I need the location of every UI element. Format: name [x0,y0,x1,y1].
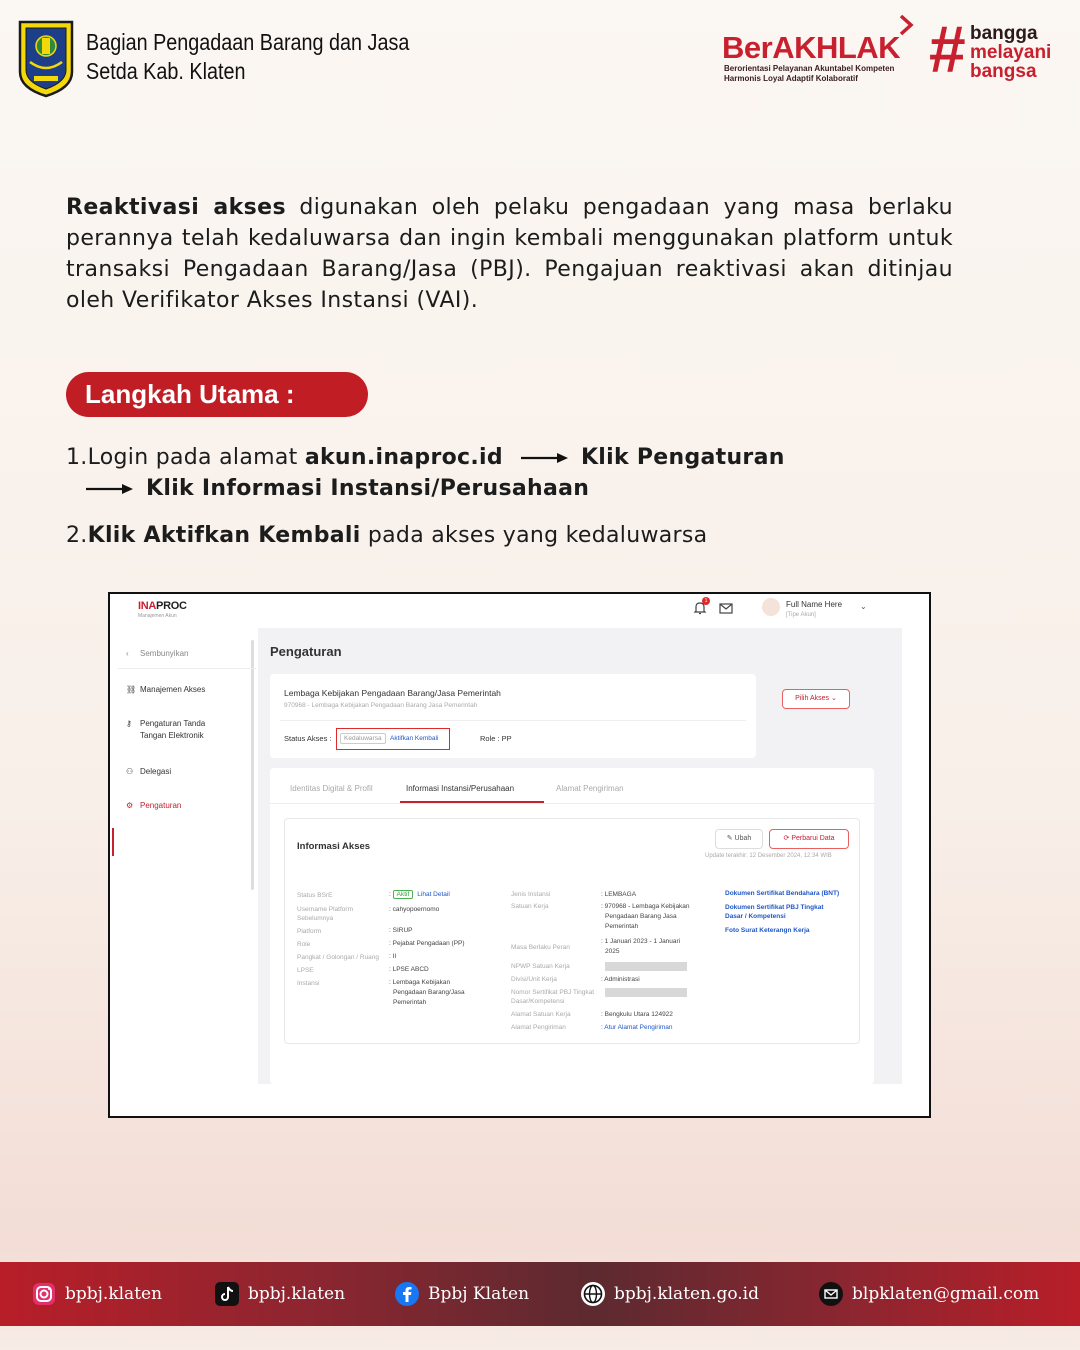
info-key: Alamat Satuan Kerja [511,1011,571,1018]
intro-paragraph [66,192,953,316]
dokumen-bendahara-link[interactable]: Dokumen Sertifikat Bendahara (BNT) [725,890,840,897]
intro-text: digunakan oleh pelaku pengadaan yang masa berlaku perannya telah kedaluwarsa dan ingin kembali menggunakan platform untuk transaksi Pengadaan Barang/Jasa (PBJ). Pengajuan reaktivasi akan ditinjau oleh Verifikator Akses Instansi (VAI). [66,195,953,313]
active-tab-underline [400,801,544,803]
info-value: Pemerintah [605,923,639,930]
info-value: : II [389,953,397,960]
pilih-akses-button[interactable] [782,689,850,709]
bangga-melayani-bangsa-logo [928,12,1068,86]
perbarui-data-button[interactable] [769,829,849,849]
sidebar [110,632,256,1118]
chevron-down-icon: ⌄ [830,695,837,702]
tab-informasi-instansi[interactable]: Informasi Instansi/Perusahaan [406,784,515,793]
perbarui-label: Perbarui Data [791,835,835,842]
redacted-sertifikat [605,988,687,997]
inaproc-screenshot [108,592,931,1118]
bangga-word-1: bangga [970,23,1038,44]
bsre-status: : Aktif Lihat Detail [389,891,450,898]
tab-identitas[interactable]: Identitas Digital & Profil [290,784,373,793]
informasi-akses-title: Informasi Akses [297,841,371,852]
globe-icon [580,1281,606,1307]
users-icon: ⚇ [126,767,134,776]
step-2-text: pada akses yang kedaluwarsa [360,523,708,548]
tiktok-icon [214,1281,240,1307]
berakhlak-tagline-2: Harmonis Loyal Adaptif Kolaboratif [724,74,858,83]
foto-surat-link[interactable]: Foto Surat Keterangn Kerja [725,927,810,934]
tab-alamat[interactable]: Alamat Pengiriman [556,784,624,793]
step-1-url: akun.inaproc.id [304,445,503,470]
info-value: : cahyopoernomo [389,906,440,913]
informasi-akses-panel [284,818,860,1044]
info-value: : SIRUP [389,927,413,934]
user-name[interactable]: Full Name Here [786,600,843,609]
main-content [258,628,902,1084]
access-card [270,674,756,758]
step-2-bold: Klik Aktifkan Kembali [87,523,361,548]
berakhlak-tagline-1: Berorientasi Pelayanan Akuntabel Kompeten [724,64,895,73]
inaproc-topbar [110,594,929,632]
sidebar-item-tanda-tangan[interactable] [126,718,205,742]
step-2-prefix: 2. [66,523,88,548]
footer-facebook-label: Bpbj Klaten [428,1284,530,1304]
sidebar-scrollbar[interactable] [251,640,254,890]
key-icon: ⚷ [126,719,132,728]
ubah-label: Ubah [734,835,752,842]
info-key: Jenis Instansi [511,891,551,898]
refresh-icon: ⟳ [783,835,790,842]
info-key: Instansi [297,980,320,987]
notification-badge: 1 [702,597,710,605]
sidebar-item-label: Pengaturan Tanda [140,719,206,728]
info-key: Masa Berlaku Peran [511,944,570,951]
info-value: Pemerintah [393,999,427,1006]
info-value: 2025 [605,948,620,955]
info-value: Pengadaan Barang/Jasa [393,989,465,996]
footer-website[interactable] [580,1280,759,1308]
org-title-line1: Bagian Pengadaan Barang dan Jasa [86,29,410,55]
tabs-divider [270,803,874,804]
info-key: Status BSrE [297,892,333,899]
info-value: : 1 Januari 2023 - 1 Januari [601,938,681,945]
page-title: Pengaturan [270,644,342,659]
info-key: Alamat Pengiriman [511,1024,566,1031]
section-title-pill: Langkah Utama : [66,372,368,417]
tabs-card [270,768,874,1084]
lihat-detail-link[interactable]: Lihat Detail [417,891,450,898]
pilih-akses-label: Pilih Akses [795,695,830,702]
bangga-word-2: melayani [970,42,1052,63]
aktifkan-kembali-link[interactable]: Aktifkan Kembali [390,735,439,742]
inaproc-logo-a: INA [138,600,157,612]
access-card-subtitle: 970968 - Lembaga Kebijakan Pengadaan Barang Jasa Pemerintah [284,702,478,709]
sidebar-item-label: Delegasi [140,767,172,776]
user-role: [Tipe Akun] [786,612,816,618]
status-akses-label: Status Akses : [284,734,332,743]
info-value: : Lembaga Kebijakan [389,979,451,986]
facebook-icon [394,1281,420,1307]
info-key: NPWP Satuan Kerja [511,963,570,970]
footer-facebook[interactable] [394,1280,529,1308]
sidebar-item-pengaturan[interactable] [126,800,181,812]
step-1-pengaturan: Klik Pengaturan [580,445,785,470]
intro-bold: Reaktivasi akses [66,195,286,220]
info-key: Role [297,941,311,948]
footer-tiktok[interactable] [214,1280,345,1308]
pencil-icon: ✎ [726,835,733,842]
info-value: : LEMBAGA [601,891,637,898]
info-key: Username Platform [297,906,353,913]
sidebar-hide-label: Sembunyikan [140,649,189,658]
info-key: Platform [297,928,322,935]
arrow-right-icon [521,452,569,464]
sidebar-divider [118,668,256,669]
ubah-button[interactable] [715,829,763,849]
mail-icon[interactable] [718,600,734,616]
klaten-coat-of-arms-logo [16,18,76,98]
arrow-right-icon [86,483,134,495]
inaproc-logo[interactable] [138,600,187,612]
info-value: : 970968 - Lembaga Kebijakan [601,903,690,910]
info-key: Dasar/Kompetensi [511,998,565,1005]
info-key: Pangkat / Golongan / Ruang [297,954,380,961]
info-value: : LPSE ABCD [389,966,429,973]
hashtag-mark: # [928,12,965,86]
dokumen-pbj-link-line2[interactable]: Dasar / Kompetensi [725,913,786,920]
chevron-right-icon [898,14,914,36]
chevron-left-icon: ‹ [126,649,129,658]
sidebar-item-label: Manajemen Akses [140,685,206,694]
footer-email-label: blpklaten@gmail.com [852,1284,1040,1304]
sidebar-item-delegasi[interactable] [126,766,171,778]
redacted-npwp [605,962,687,971]
footer-tiktok-label: bpbj.klaten [248,1284,346,1304]
last-updated: Update terakhir: 12 Desember 2024, 12:34 WIB [705,853,832,859]
instagram-icon [31,1281,57,1307]
info-key: Divisi/Unit Kerja [511,976,557,983]
info-value: : Administrasi [601,976,640,983]
sidebar-active-indicator [112,828,114,856]
inaproc-logo-b: PROC [156,600,187,612]
berakhlak-word: BerAKHLAK [722,30,901,65]
info-key: Nomor Sertifikat PBJ Tingkat [511,989,595,996]
footer-email[interactable] [818,1280,1039,1308]
footer-bar [0,1262,1080,1326]
step-1-continued [86,474,589,504]
info-value: Pengadaan Barang Jasa [605,913,677,920]
info-key: Satuan Kerja [511,903,549,910]
sidebar-item-label-2: Tangan Elektronik [140,731,204,740]
bangga-word-3: bangsa [970,61,1037,82]
info-value: : Bengkulu Utara 124922 [601,1011,673,1018]
step-1 [66,443,785,473]
step-2 [66,521,707,551]
link-icon: ⛓ [126,685,137,694]
info-value: : Pejabat Pengadaan (PP) [389,940,465,947]
access-card-title: Lembaga Kebijakan Pengadaan Barang/Jasa Pemerintah [284,688,501,698]
step-1-prefix: 1.Login pada alamat [66,445,305,470]
email-icon [818,1281,844,1307]
status-badge: Kedaluwarsa [340,733,386,744]
berakhlak-logo [722,14,918,86]
info-key: Sebelumnya [297,915,334,922]
info-key: LPSE [297,967,314,974]
access-card-divider [280,720,746,721]
status-badge: Aktif [393,890,414,899]
org-title [86,28,409,86]
role-label: Role : PP [480,734,512,743]
avatar[interactable] [762,598,780,616]
sidebar-item-manajemen-akses[interactable] [126,684,205,696]
footer-instagram-label: bpbj.klaten [65,1284,163,1304]
sidebar-hide-button[interactable] [126,648,188,660]
dokumen-pbj-link[interactable]: Dokumen Sertifikat PBJ Tingkat [725,904,824,911]
footer-instagram[interactable] [31,1280,162,1308]
gear-icon: ⚙ [126,801,134,810]
inaproc-logo-sub: Manajemen Akun [138,613,177,619]
org-title-line2: Setda Kab. Klaten [86,58,246,84]
chevron-down-icon[interactable]: ⌄ [860,602,867,611]
sidebar-item-label: Pengaturan [140,801,182,810]
atur-alamat-link[interactable]: : Atur Alamat Pengiriman [601,1024,673,1031]
footer-website-label: bpbj.klaten.go.id [614,1284,759,1304]
step-1-informasi: Klik Informasi Instansi/Perusahaan [146,476,590,501]
